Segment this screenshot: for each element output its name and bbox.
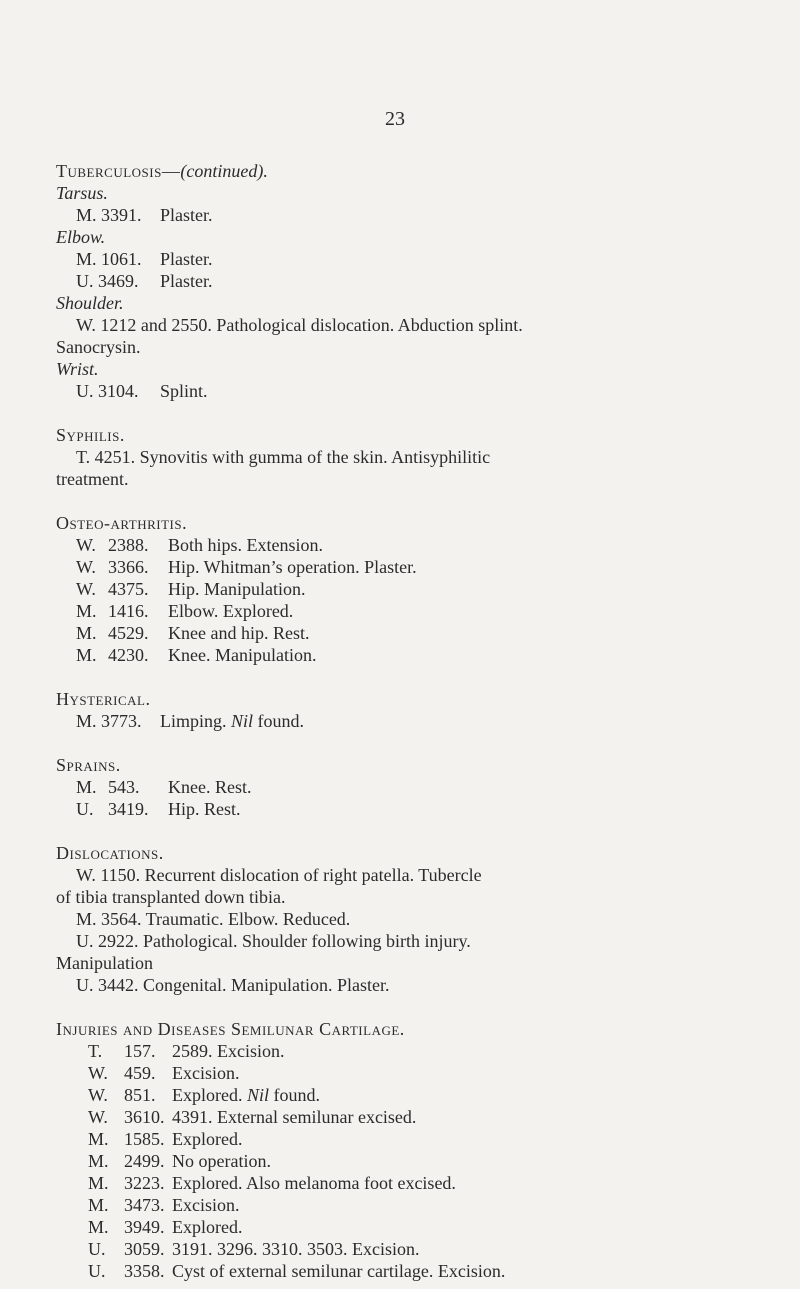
- table-row: W. 2388. Both hips. Extension.: [76, 535, 324, 555]
- entry-continuation: treatment.: [56, 469, 129, 489]
- table-row: M. 4230. Knee. Manipulation.: [76, 645, 317, 665]
- entry: W. 1150. Recurrent dislocation of right patella. Tubercle: [76, 865, 482, 885]
- table-row: M. 543. Knee. Rest.: [76, 777, 252, 797]
- subheading-tarsus: Tarsus.: [56, 183, 108, 203]
- page-number: 23: [385, 108, 405, 130]
- subheading-elbow: Elbow.: [56, 227, 106, 247]
- tuberculosis-heading: Tuberculosis—: [56, 161, 181, 181]
- table-row: M. 3949. Explored.: [88, 1217, 243, 1237]
- table-row: W. 3366. Hip. Whitman’s operation. Plaster.: [76, 557, 417, 577]
- section-heading-sprains: Sprains.: [56, 755, 121, 775]
- entry: M. 1061. Plaster.: [76, 249, 213, 269]
- table-row: T. 157. 2589. Excision.: [88, 1041, 285, 1061]
- table-row: W. 3610. 4391. External semilunar excised.: [88, 1107, 417, 1127]
- tuberculosis-continued: (continued).: [180, 161, 268, 181]
- entry: U. 3104. Splint.: [76, 381, 208, 401]
- table-row: M. 3223. Explored. Also melanoma foot excised.: [88, 1173, 456, 1193]
- table-row: U. 3358. Cyst of external semilunar cartilage. Excision.: [88, 1261, 506, 1281]
- subheading-wrist: Wrist.: [56, 359, 99, 379]
- table-row: W. 4375. Hip. Manipulation.: [76, 579, 306, 599]
- section-heading-dislocations: Dislocations.: [56, 843, 164, 863]
- entry: M. 3564. Traumatic. Elbow. Reduced.: [76, 909, 351, 929]
- entry-continuation: Manipulation: [56, 953, 153, 973]
- entry: W. 1212 and 2550. Pathological dislocation. Abduction splint.: [76, 315, 523, 335]
- entry: U. 2922. Pathological. Shoulder following birth injury.: [76, 931, 471, 951]
- section-heading-hysterical: Hysterical.: [56, 689, 151, 709]
- section-heading-osteo-arthritis: Osteo-arthritis.: [56, 513, 188, 533]
- section-heading-syphilis: Syphilis.: [56, 425, 125, 445]
- entry: M. 3391. Plaster.: [76, 205, 213, 225]
- entry-continuation: of tibia transplanted down tibia.: [56, 887, 286, 907]
- page-body: [56, 160, 776, 1282]
- table-row: M. 2499. No operation.: [88, 1151, 271, 1171]
- section-heading-injuries: Injuries and Diseases Semilunar Cartilage.: [56, 1019, 405, 1039]
- subheading-shoulder: Shoulder.: [56, 293, 124, 313]
- table-row: M. 3473. Excision.: [88, 1195, 240, 1215]
- entry: T. 4251. Synovitis with gumma of the skin. Antisyphilitic: [76, 447, 491, 467]
- entry: U. 3469. Plaster.: [76, 271, 213, 291]
- table-row: M. 1416. Elbow. Explored.: [76, 601, 294, 621]
- table-row: W. 459. Excision.: [88, 1063, 240, 1083]
- entry-continuation: Sanocrysin.: [56, 337, 141, 357]
- section-heading-tuberculosis: [56, 160, 776, 182]
- entry: M. 3773. Limping. Nil found.: [76, 711, 305, 731]
- table-row: U. 3419. Hip. Rest.: [76, 799, 241, 819]
- table-row: M. 1585. Explored.: [88, 1129, 243, 1149]
- table-row: U. 3059. 3191. 3296. 3310. 3503. Excision.: [88, 1239, 420, 1259]
- table-row: W. 851. Explored. Nil found.: [88, 1085, 320, 1105]
- entry: U. 3442. Congenital. Manipulation. Plaster.: [76, 975, 390, 995]
- table-row: M. 4529. Knee and hip. Rest.: [76, 623, 310, 643]
